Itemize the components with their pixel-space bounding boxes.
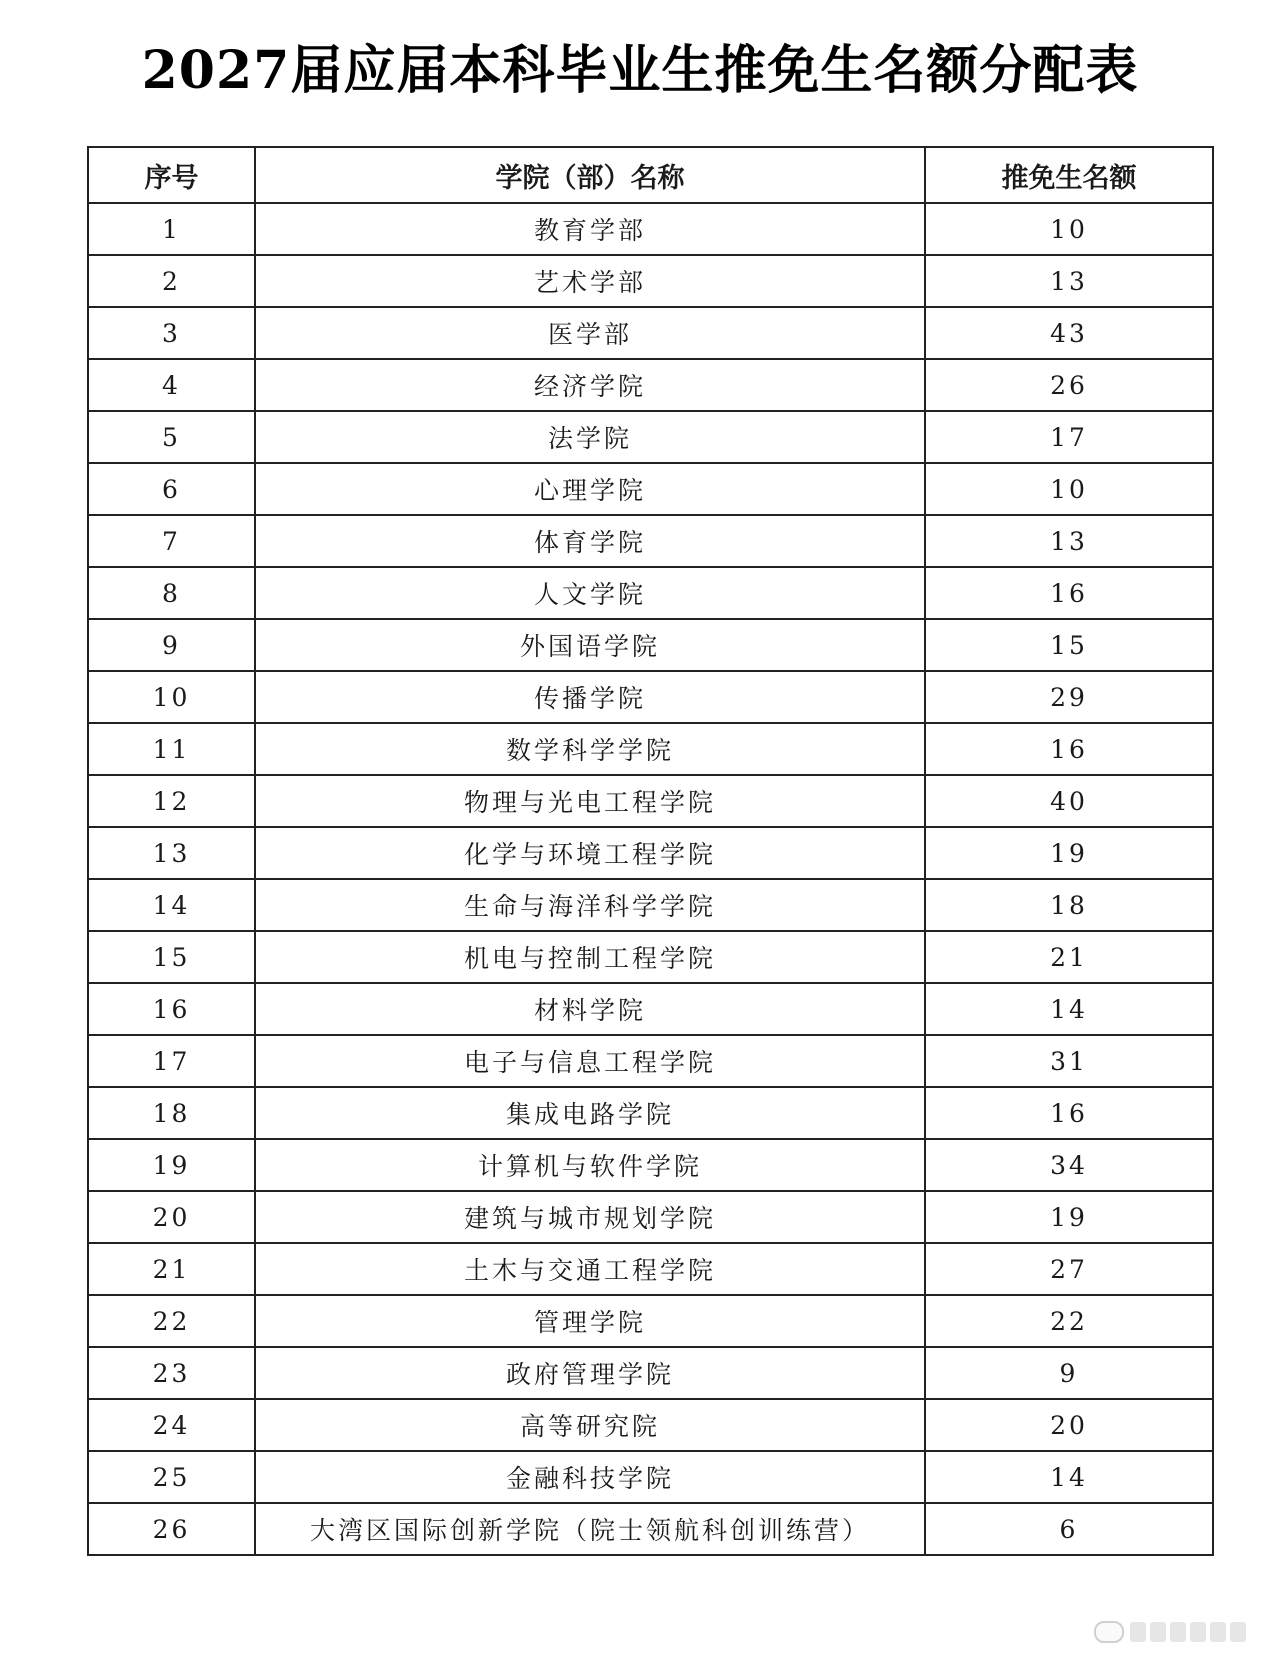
cell-college: 经济学院 bbox=[255, 359, 925, 411]
header-college: 学院（部）名称 bbox=[255, 147, 925, 203]
cell-no: 19 bbox=[88, 1139, 255, 1191]
cell-quota: 40 bbox=[925, 775, 1213, 827]
cell-college: 人文学院 bbox=[255, 567, 925, 619]
cell-quota: 18 bbox=[925, 879, 1213, 931]
table-row bbox=[88, 1399, 1213, 1451]
table-row bbox=[88, 463, 1213, 515]
cell-quota: 22 bbox=[925, 1295, 1213, 1347]
cell-quota: 27 bbox=[925, 1243, 1213, 1295]
watermark bbox=[1094, 1621, 1246, 1643]
cell-no: 7 bbox=[88, 515, 255, 567]
chat-bubble-icon bbox=[1094, 1621, 1124, 1643]
cell-quota: 26 bbox=[925, 359, 1213, 411]
cell-quota: 34 bbox=[925, 1139, 1213, 1191]
cell-quota: 13 bbox=[925, 255, 1213, 307]
cell-no: 20 bbox=[88, 1191, 255, 1243]
header-no: 序号 bbox=[88, 147, 255, 203]
cell-college: 管理学院 bbox=[255, 1295, 925, 1347]
table-row bbox=[88, 359, 1213, 411]
cell-no: 26 bbox=[88, 1503, 255, 1555]
cell-college: 法学院 bbox=[255, 411, 925, 463]
cell-no: 14 bbox=[88, 879, 255, 931]
cell-college: 传播学院 bbox=[255, 671, 925, 723]
header-quota: 推免生名额 bbox=[925, 147, 1213, 203]
cell-quota: 16 bbox=[925, 1087, 1213, 1139]
table-row bbox=[88, 567, 1213, 619]
cell-quota: 17 bbox=[925, 411, 1213, 463]
cell-college: 医学部 bbox=[255, 307, 925, 359]
table-row bbox=[88, 671, 1213, 723]
cell-quota: 20 bbox=[925, 1399, 1213, 1451]
table-row bbox=[88, 1295, 1213, 1347]
cell-no: 10 bbox=[88, 671, 255, 723]
table-row bbox=[88, 1347, 1213, 1399]
cell-college: 大湾区国际创新学院（院士领航科创训练营） bbox=[255, 1503, 925, 1555]
table-row bbox=[88, 515, 1213, 567]
cell-college: 金融科技学院 bbox=[255, 1451, 925, 1503]
table-row bbox=[88, 775, 1213, 827]
cell-no: 12 bbox=[88, 775, 255, 827]
cell-college: 土木与交通工程学院 bbox=[255, 1243, 925, 1295]
table-row bbox=[88, 203, 1213, 255]
cell-no: 8 bbox=[88, 567, 255, 619]
cell-college: 集成电路学院 bbox=[255, 1087, 925, 1139]
table-row bbox=[88, 1503, 1213, 1555]
document-title: 2027届应届本科毕业生推免生名额分配表 bbox=[141, 40, 1139, 101]
cell-college: 心理学院 bbox=[255, 463, 925, 515]
cell-no: 5 bbox=[88, 411, 255, 463]
cell-no: 18 bbox=[88, 1087, 255, 1139]
cell-college: 数学科学学院 bbox=[255, 723, 925, 775]
table-row bbox=[88, 1243, 1213, 1295]
cell-college: 高等研究院 bbox=[255, 1399, 925, 1451]
table-row bbox=[88, 1087, 1213, 1139]
cell-no: 25 bbox=[88, 1451, 255, 1503]
cell-no: 3 bbox=[88, 307, 255, 359]
cell-no: 15 bbox=[88, 931, 255, 983]
cell-quota: 10 bbox=[925, 203, 1213, 255]
table-row bbox=[88, 411, 1213, 463]
cell-no: 22 bbox=[88, 1295, 255, 1347]
cell-quota: 21 bbox=[925, 931, 1213, 983]
cell-college: 生命与海洋科学学院 bbox=[255, 879, 925, 931]
cell-college: 政府管理学院 bbox=[255, 1347, 925, 1399]
cell-no: 21 bbox=[88, 1243, 255, 1295]
cell-quota: 14 bbox=[925, 1451, 1213, 1503]
cell-no: 16 bbox=[88, 983, 255, 1035]
cell-college: 物理与光电工程学院 bbox=[255, 775, 925, 827]
table-row bbox=[88, 307, 1213, 359]
table-row bbox=[88, 1451, 1213, 1503]
cell-no: 9 bbox=[88, 619, 255, 671]
cell-quota: 19 bbox=[925, 827, 1213, 879]
cell-quota: 19 bbox=[925, 1191, 1213, 1243]
cell-quota: 6 bbox=[925, 1503, 1213, 1555]
cell-no: 11 bbox=[88, 723, 255, 775]
table-row bbox=[88, 983, 1213, 1035]
cell-college: 电子与信息工程学院 bbox=[255, 1035, 925, 1087]
cell-college: 体育学院 bbox=[255, 515, 925, 567]
cell-college: 计算机与软件学院 bbox=[255, 1139, 925, 1191]
blurred-watermark-text bbox=[1130, 1622, 1246, 1642]
cell-quota: 10 bbox=[925, 463, 1213, 515]
cell-quota: 14 bbox=[925, 983, 1213, 1035]
cell-quota: 29 bbox=[925, 671, 1213, 723]
cell-no: 2 bbox=[88, 255, 255, 307]
cell-no: 4 bbox=[88, 359, 255, 411]
header-row bbox=[88, 147, 1213, 203]
cell-quota: 16 bbox=[925, 567, 1213, 619]
table-row bbox=[88, 1035, 1213, 1087]
table-row bbox=[88, 1191, 1213, 1243]
table-row bbox=[88, 255, 1213, 307]
cell-college: 艺术学部 bbox=[255, 255, 925, 307]
cell-no: 24 bbox=[88, 1399, 255, 1451]
cell-college: 外国语学院 bbox=[255, 619, 925, 671]
quota-table bbox=[87, 146, 1214, 1556]
table-row bbox=[88, 931, 1213, 983]
cell-college: 材料学院 bbox=[255, 983, 925, 1035]
cell-no: 1 bbox=[88, 203, 255, 255]
table-row bbox=[88, 619, 1213, 671]
table-header bbox=[88, 147, 1213, 203]
table-body bbox=[88, 203, 1213, 1555]
cell-no: 17 bbox=[88, 1035, 255, 1087]
table-row bbox=[88, 827, 1213, 879]
table-row bbox=[88, 879, 1213, 931]
table-row bbox=[88, 723, 1213, 775]
cell-college: 建筑与城市规划学院 bbox=[255, 1191, 925, 1243]
cell-quota: 16 bbox=[925, 723, 1213, 775]
cell-quota: 13 bbox=[925, 515, 1213, 567]
cell-quota: 43 bbox=[925, 307, 1213, 359]
table-row bbox=[88, 1139, 1213, 1191]
cell-college: 机电与控制工程学院 bbox=[255, 931, 925, 983]
cell-quota: 31 bbox=[925, 1035, 1213, 1087]
cell-college: 教育学部 bbox=[255, 203, 925, 255]
cell-quota: 15 bbox=[925, 619, 1213, 671]
cell-college: 化学与环境工程学院 bbox=[255, 827, 925, 879]
cell-no: 6 bbox=[88, 463, 255, 515]
cell-no: 23 bbox=[88, 1347, 255, 1399]
cell-quota: 9 bbox=[925, 1347, 1213, 1399]
cell-no: 13 bbox=[88, 827, 255, 879]
